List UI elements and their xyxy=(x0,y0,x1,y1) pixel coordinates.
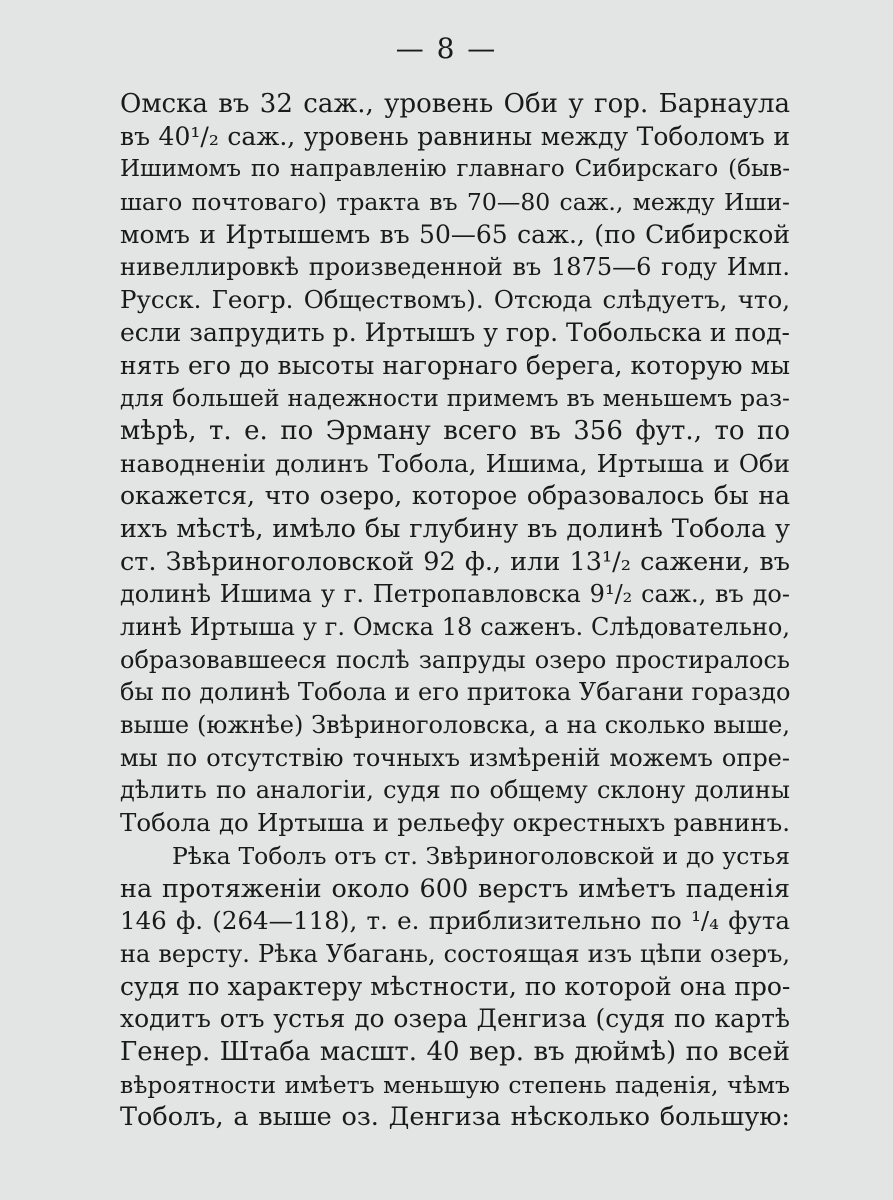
text-line: шаго почтоваго) тракта въ 70—80 саж., между Иши- xyxy=(120,188,790,217)
text-line: Русск. Геогр. Обществомъ). Отсюда слѣдуетъ, что, xyxy=(120,285,790,315)
text-line: Тобола до Иртыша и рельефу окрестныхъ равнинъ. xyxy=(120,808,790,838)
text-line: на версту. Рѣка Убагань, состоящая изъ цѣпи озеръ, xyxy=(120,939,790,968)
text-line: момъ и Иртышемъ въ 50—65 саж., (по Сибирской xyxy=(120,219,790,249)
paragraph-start-line: Рѣка Тоболъ отъ ст. Звѣриноголовской и до устья xyxy=(172,841,790,870)
text-line: Генер. Штаба масшт. 40 вер. въ дюймѣ) по всей xyxy=(120,1036,790,1067)
text-line: въ 40¹/₂ саж., уровень равнины между Тоболомъ и xyxy=(120,121,790,151)
body-text xyxy=(120,88,790,1134)
text-line: линѣ Иртыша у г. Омска 18 саженъ. Слѣдовательно, xyxy=(120,613,790,641)
text-line: если запрудить р. Иртышъ у гор. Тобольска и под- xyxy=(120,317,790,347)
text-line: ст. Звѣриноголовской 92 ф., или 13¹/₂ сажени, въ xyxy=(120,546,790,577)
text-line: нивеллировкѣ произведенной въ 1875—6 году Имп. xyxy=(120,253,790,282)
page-number: — 8 — xyxy=(395,32,498,65)
text-line: образовавшееся послѣ запруды озеро простиралось xyxy=(120,645,790,674)
text-line: дѣлить по аналогіи, судя по общему склону долины xyxy=(120,776,790,805)
text-line: вѣроятности имѣетъ меньшую степень паденія, чѣмъ xyxy=(120,1070,790,1099)
text-line: мѣрѣ, т. е. по Эрману всего въ 356 фут., то по xyxy=(120,415,790,446)
text-line: судя по характеру мѣстности, по которой она про- xyxy=(120,971,790,1001)
text-line: мы по отсутствію точныхъ измѣреній можемъ опре- xyxy=(120,743,790,772)
text-line: для большей надежности примемъ въ меньшемъ раз- xyxy=(120,384,790,413)
text-line: на протяженіи около 600 верстъ имѣетъ паденія xyxy=(120,873,790,904)
text-line: Омска въ 32 саж., уровень Оби у гор. Барнаула xyxy=(120,89,790,119)
text-line: долинѣ Ишима у г. Петропавловска 9¹/₂ саж., въ до- xyxy=(120,580,790,609)
text-line: ходитъ отъ устья до озера Денгиза (судя по картѣ xyxy=(120,1004,790,1034)
text-line: Ишимомъ по направленію главнаго Сибирскаго (быв- xyxy=(120,156,790,183)
text-line: 146 ф. (264—118), т. е. приблизительно по ¹/₄ фута xyxy=(120,906,790,936)
text-line: Тоболъ, а выше оз. Денгиза нѣсколько большую: xyxy=(120,1102,790,1133)
text-line: наводненіи долинъ Тобола, Ишима, Иртыша и Оби xyxy=(120,448,790,478)
text-line: нять его до высоты нагорнаго берега, которую мы xyxy=(120,350,790,380)
text-line: бы по долинѣ Тобола и его притока Убагани гораздо xyxy=(120,678,790,707)
text-line: выше (южнѣе) Звѣриноголовска, а на сколько выше, xyxy=(120,711,790,740)
text-line: окажется, что озеро, которое образовалось бы на xyxy=(120,481,790,511)
text-line: ихъ мѣстѣ, имѣло бы глубину въ долинѣ Тобола у xyxy=(120,513,790,544)
